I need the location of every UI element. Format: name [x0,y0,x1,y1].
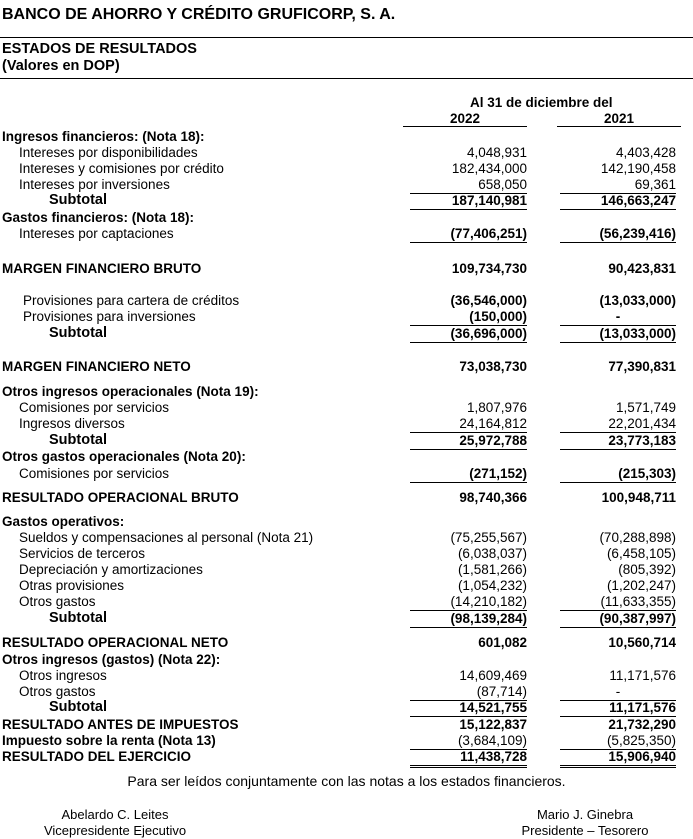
section-header [0,383,693,400]
row-label: Intereses por captaciones [19,226,174,241]
value-2021: 15,906,940 [560,748,676,768]
row-label: Otros ingresos [19,668,107,683]
value-2021: (6,458,105) [606,546,676,561]
value-2022: (1,054,232) [457,578,527,593]
table-row [0,225,693,242]
row-label: Servicios de terceros [19,546,146,561]
table-row [0,732,693,749]
row-label: Comisiones por servicios [19,400,170,415]
divider [0,78,693,79]
row-label: Intereses por inversiones [19,177,170,192]
footer-note: Para ser leídos conjuntamente con las notas a los estados financieros. [127,773,566,789]
row-label: Gastos operativos: [2,514,125,529]
value-2021: 77,390,831 [608,359,676,374]
value-2021: 1,571,749 [615,400,676,415]
subtotal-row [0,610,693,627]
value-2021: (805,392) [618,562,676,577]
section-header [0,513,693,530]
value-2021: (70,288,898) [599,530,676,545]
row-label: Impuesto sobre la renta (Nota 13) [2,733,216,748]
table-row [0,308,693,325]
signer-title: Vicepresidente Ejecutivo [43,823,187,838]
value-2021: (5,825,350) [560,732,676,750]
value-2022: (6,038,037) [457,546,527,561]
value-2021: 10,560,714 [608,635,676,650]
column-header-2021: 2021 [557,111,681,127]
table-row [0,176,693,193]
value-2022: 187,140,981 [410,192,527,210]
table-row [0,415,693,432]
table-row [0,577,693,594]
value-2021: (90,387,997) [560,610,676,628]
table-row [0,593,693,610]
value-2022: 109,734,730 [451,261,527,276]
signer-title: Presidente – Tesorero [521,823,649,838]
row-label: Intereses y comisiones por crédito [19,161,224,176]
row-label: Subtotal [49,699,107,715]
value-2022: 14,609,469 [459,668,527,683]
row-label: Otros ingresos operacionales (Nota 19): [2,384,259,399]
value-2021: (13,033,000) [560,325,676,343]
value-2021: 4,403,428 [615,145,676,160]
row-label: Gastos financieros: (Nota 18): [2,210,195,225]
subtotal-row [0,432,693,449]
subtotal-row [0,325,693,342]
table-row [0,683,693,700]
table-row [0,667,693,684]
table-row [0,545,693,562]
company-name: BANCO DE AHORRO Y CRÉDITO GRUFICORP, S. A. [2,6,396,23]
row-label: RESULTADO OPERACIONAL NETO [2,635,229,650]
row-label: MARGEN FINANCIERO BRUTO [2,261,202,276]
value-2021: 11,171,576 [609,668,676,683]
value-2022: 4,048,931 [466,145,527,160]
total-row [0,489,693,506]
value-2022: 73,038,730 [459,359,527,374]
value-2021: 11,171,576 [560,699,676,717]
row-label: Subtotal [49,192,107,208]
period-header: Al 31 de diciembre del [470,95,613,110]
divider [0,37,693,38]
value-2022: (77,406,251) [410,225,527,243]
value-2022: 98,740,366 [459,490,527,505]
value-2021: 69,361 [560,176,676,194]
value-2022: 24,164,812 [410,415,527,433]
total-row [0,748,693,765]
row-label: Subtotal [49,432,107,448]
row-label: Otros ingresos (gastos) (Nota 22): [2,652,221,667]
total-row [0,260,693,277]
value-2022: 25,972,788 [410,432,527,450]
value-2022: (98,139,284) [410,610,527,628]
value-2022: (87,714) [410,683,527,701]
section-header [0,448,693,465]
signature-right [490,807,680,839]
value-2021: 21,732,290 [608,717,676,732]
row-label: Provisiones para inversiones [23,309,196,324]
table-row [0,144,693,161]
signature-left [20,807,210,839]
value-2021: 142,190,458 [600,161,676,176]
row-label: Comisiones por servicios [19,466,170,481]
value-2021: (13,033,000) [599,293,676,308]
row-label: Depreciación y amortizaciones [19,562,203,577]
table-row [0,529,693,546]
value-2022: (3,684,109) [410,732,527,750]
value-2022: (150,000) [410,308,527,326]
row-label: Ingresos diversos [19,416,125,431]
table-row [0,561,693,578]
value-2022: (75,255,567) [450,530,527,545]
row-label: Otros gastos operacionales (Nota 20): [2,449,246,464]
value-2021: 100,948,711 [601,490,676,505]
signer-name: Abelardo C. Leites [61,807,169,822]
value-2022: (36,696,000) [410,325,527,343]
total-row [0,358,693,375]
subtotal-row [0,192,693,209]
statement-title-text: ESTADOS DE RESULTADOS [2,41,197,57]
row-label: Sueldos y compensaciones al personal (Nota 21) [19,530,314,545]
value-2022: (14,210,182) [410,593,527,611]
row-label: Intereses por disponibilidades [19,145,198,160]
value-2021: 146,663,247 [560,192,676,210]
row-label: RESULTADO OPERACIONAL BRUTO [2,490,239,505]
row-label: Subtotal [49,325,107,341]
row-label: Otras provisiones [19,578,125,593]
value-2022: 1,807,976 [466,400,527,415]
total-row [0,634,693,651]
value-2021: 23,773,183 [560,432,676,450]
value-2021: (1,202,247) [606,578,676,593]
row-label: RESULTADO ANTES DE IMPUESTOS [2,717,239,732]
table-row [0,292,693,309]
value-2022: (1,581,266) [457,562,527,577]
value-2022: 11,438,728 [410,748,527,768]
row-label: RESULTADO DEL EJERCICIO [2,749,192,764]
total-row [0,716,693,733]
value-2021: (215,303) [560,465,676,483]
subtotal-row [0,699,693,716]
table-row [0,399,693,416]
section-header [0,651,693,668]
table-row [0,465,693,482]
value-2021: (11,633,355) [560,593,676,611]
value-2022: (36,546,000) [450,293,527,308]
value-2022: (271,152) [410,465,527,483]
section-header [0,128,693,145]
value-2021: - [560,683,676,701]
value-2021: 90,423,831 [608,261,676,276]
value-2021: - [560,308,676,326]
row-label: Ingresos financieros: (Nota 18): [2,129,205,144]
value-2022: 182,434,000 [451,161,527,176]
row-label: Subtotal [49,610,107,626]
statement-subtitle: (Valores en DOP) [2,58,120,74]
value-2022: 601,082 [478,635,527,650]
row-label: Provisiones para cartera de créditos [23,293,240,308]
row-label: Otros gastos [19,594,96,609]
row-label: Otros gastos [19,684,96,699]
value-2022: 14,521,755 [410,699,527,717]
row-label: MARGEN FINANCIERO NETO [2,359,191,374]
value-2021: (56,239,416) [560,225,676,243]
signer-name: Mario J. Ginebra [536,807,634,822]
section-header [0,209,693,226]
value-2022: 658,050 [410,176,527,194]
value-2022: 15,122,837 [459,717,527,732]
value-2021: 22,201,434 [560,415,676,433]
table-row [0,160,693,177]
statement-title [2,41,197,75]
column-header-2022: 2022 [403,111,527,127]
